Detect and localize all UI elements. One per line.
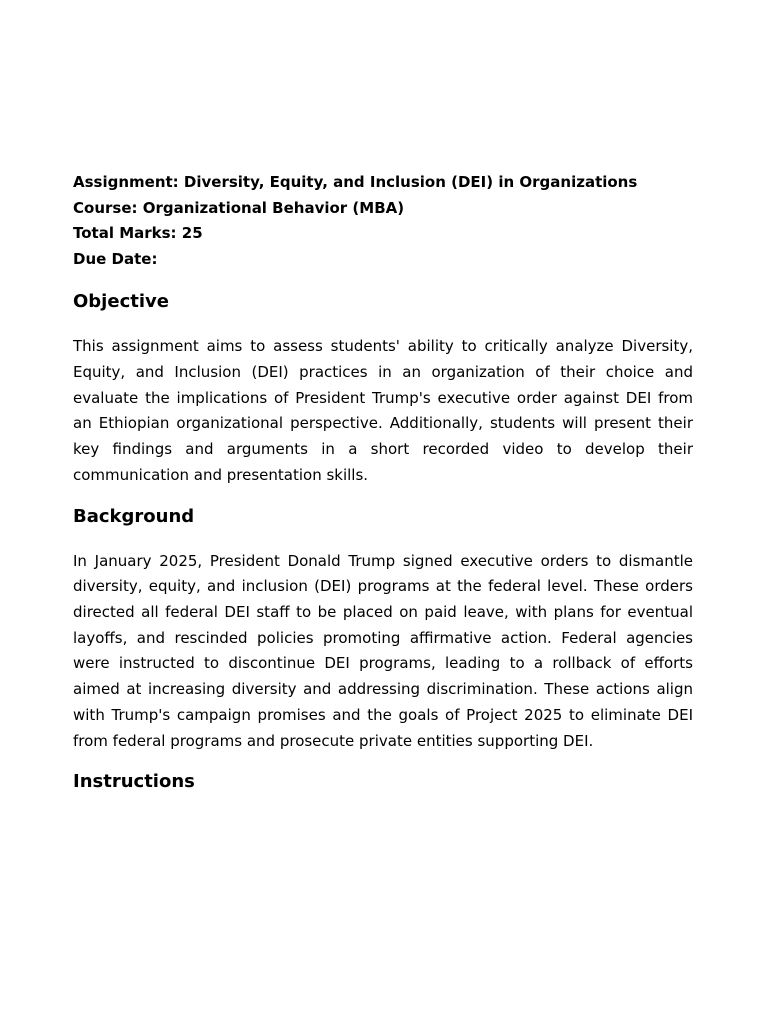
objective-heading: Objective	[73, 291, 169, 313]
assignment-title: Assignment: Diversity, Equity, and Inclusion (DEI) in Organizations	[73, 173, 638, 191]
background-heading: Background	[73, 505, 195, 527]
document-page	[73, 170, 693, 794]
instructions-heading: Instructions	[73, 771, 195, 793]
due-date-line: Due Date:	[73, 249, 158, 268]
background-paragraph: In January 2025, President Donald Trump signed executive orders to dismantle diversity, equity, and inclusion (DEI) programs at the federal level. These orders directed all federal DEI staff to be placed on paid leave, with plans for eventual layoffs, and rescinded policies promoting affirmative action. Federal agencies were instructed to discontinue DEI programs, leading to a rollback of efforts aimed at increasing diversity and addressing discrimination. These actions align with Trump's campaign promises and the goals of Project 2025 to eliminate DEI from federal programs and prosecute private entities supporting DEI.	[73, 551, 693, 750]
total-marks-line: Total Marks: 25	[73, 224, 203, 243]
objective-paragraph: This assignment aims to assess students' ability to critically analyze Diversity, Equity, and Inclusion (DEI) practices in an organization of their choice and evaluate the implications of President Trump's executive order against DEI from an Ethiopian organizational perspective. Additionally, students will present their key findings and arguments in a short recorded video to develop their communication and presentation skills.	[73, 337, 693, 484]
course-line: Course: Organizational Behavior (MBA)	[73, 198, 405, 217]
